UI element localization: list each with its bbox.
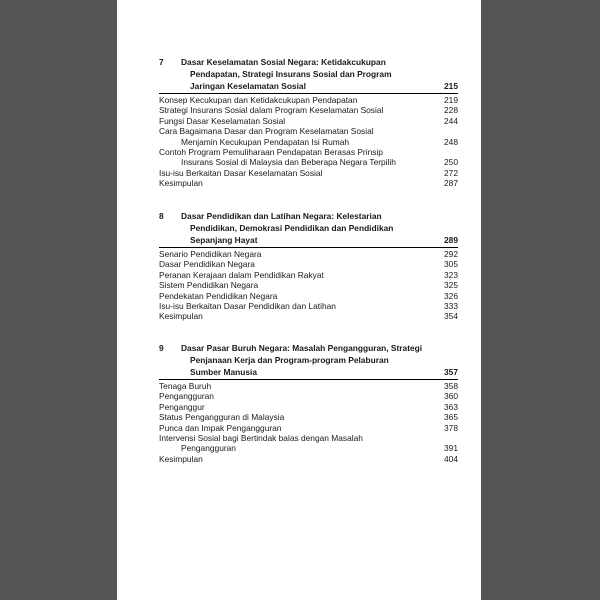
entry-page: 292: [444, 249, 458, 259]
entry-page: 378: [444, 422, 458, 433]
chapter-heading: [159, 56, 458, 92]
entry-title: Sistem Pendidikan Negara: [159, 280, 259, 291]
chapter-rule: [159, 93, 458, 94]
chapter-title-line: Sumber Manusia: [190, 367, 258, 377]
entry-page: 404: [444, 453, 458, 464]
chapter-8: [159, 210, 458, 322]
entry-title: Peranan Kerajaan dalam Pendidikan Rakyat: [159, 269, 324, 280]
toc-entry[interactable]: [159, 433, 458, 454]
toc-entry[interactable]: [159, 270, 458, 280]
toc-entry[interactable]: [159, 105, 458, 115]
entry-page: 325: [444, 280, 458, 291]
chapter-entries: [159, 249, 458, 322]
chapter-title-line: Pendapatan, Strategi Insurans Sosial dan Program: [190, 69, 392, 79]
chapter-rule: [159, 379, 458, 380]
entry-title: Pendekatan Pendidikan Negara: [159, 290, 278, 301]
toc-entry[interactable]: [159, 168, 458, 178]
entry-title-continued: Insurans Sosial di Malaysia dan Beberapa Negara Terpilih: [181, 157, 396, 168]
chapter-title-line: Pendidikan, Demokrasi Pendidikan dan Pendidikan: [190, 223, 394, 233]
chapter-heading: [159, 210, 458, 246]
entry-title: Kesimpulan: [159, 178, 203, 189]
chapter-entries: [159, 381, 458, 464]
toc-entry[interactable]: [159, 391, 458, 401]
entry-page: 358: [444, 381, 458, 391]
entry-title: Dasar Pendidikan Negara: [159, 259, 255, 270]
entry-page: 244: [444, 115, 458, 126]
chapter-page-number: 357: [444, 367, 458, 377]
chapter-number: 9: [159, 343, 164, 353]
entry-page: 248: [444, 136, 458, 147]
entry-page: 363: [444, 401, 458, 412]
toc-entry[interactable]: [159, 178, 458, 188]
toc-entry[interactable]: [159, 259, 458, 269]
toc-entry[interactable]: [159, 423, 458, 433]
entry-title: Konsep Kecukupan dan Ketidakcukupan Pendapatan: [159, 95, 358, 105]
chapter-7: [159, 56, 458, 189]
toc-entry[interactable]: [159, 95, 458, 105]
entry-title: Pengangguran: [159, 391, 214, 402]
chapter-title-line: Dasar Pendidikan dan Latihan Negara: Kelestarian: [181, 211, 382, 221]
entry-page: 326: [444, 290, 458, 301]
entry-page: 354: [444, 311, 458, 322]
toc-entry[interactable]: [159, 301, 458, 311]
chapter-page-number: 215: [444, 81, 458, 91]
toc-entry[interactable]: [159, 291, 458, 301]
entry-page: 391: [444, 443, 458, 454]
toc-entry[interactable]: [159, 280, 458, 290]
chapter-heading: [159, 342, 458, 378]
chapter-title-line: Penjanaan Kerja dan Program-program Pelaburan: [190, 355, 389, 365]
chapter-title-line: Dasar Pasar Buruh Negara: Masalah Pengangguran, Strategi: [181, 343, 423, 353]
entry-page: 360: [444, 391, 458, 402]
chapter-entries: [159, 95, 458, 189]
entry-title-continued: Menjamin Kecukupan Pendapatan Isi Rumah: [181, 136, 350, 147]
chapter-title-line: Sepanjang Hayat: [190, 235, 258, 245]
entry-title-continued: Pengangguran: [181, 443, 236, 454]
chapter-page-number: 289: [444, 235, 458, 245]
chapter-title-line: Jaringan Keselamatan Sosial: [190, 81, 306, 91]
entry-page: 305: [444, 259, 458, 270]
entry-title: Tenaga Buruh: [159, 381, 212, 391]
toc-entry[interactable]: [159, 454, 458, 464]
entry-title: Kesimpulan: [159, 311, 203, 322]
entry-page: 323: [444, 269, 458, 280]
entry-title: Isu-isu Berkaitan Dasar Keselamatan Sosial: [159, 167, 323, 178]
entry-title: Isu-isu Berkaitan Dasar Pendidikan dan Latihan: [159, 301, 336, 312]
chapter-title-line: Dasar Keselamatan Sosial Negara: Ketidakcukupan: [181, 57, 386, 67]
entry-page: 250: [444, 157, 458, 168]
toc-entry[interactable]: [159, 116, 458, 126]
toc-entry[interactable]: [159, 402, 458, 412]
entry-title: Contoh Program Pemuliharaan Pendapatan Berasas Prinsip: [159, 147, 383, 158]
entry-page: 219: [444, 95, 458, 105]
entry-title: Kesimpulan: [159, 453, 203, 464]
entry-title: Cara Bagaimana Dasar dan Program Keselamatan Sosial: [159, 126, 374, 137]
toc-entry[interactable]: [159, 381, 458, 391]
entry-title: Senario Pendidikan Negara: [159, 249, 262, 259]
entry-page: 272: [444, 167, 458, 178]
entry-page: 228: [444, 105, 458, 116]
toc-entry[interactable]: [159, 311, 458, 321]
toc-entry[interactable]: [159, 147, 458, 168]
document-page: [117, 0, 481, 600]
chapter-number: 7: [159, 57, 164, 67]
toc-entry[interactable]: [159, 412, 458, 422]
entry-page: 333: [444, 301, 458, 312]
toc-entry[interactable]: [159, 249, 458, 259]
entry-title: Punca dan Impak Pengangguran: [159, 422, 282, 433]
toc-entry[interactable]: [159, 126, 458, 147]
entry-title: Penganggur: [159, 401, 205, 412]
entry-title: Intervensi Sosial bagi Bertindak balas dengan Masalah: [159, 433, 363, 444]
entry-title: Status Pengangguran di Malaysia: [159, 412, 285, 423]
entry-page: 365: [444, 412, 458, 423]
chapter-9: [159, 342, 458, 464]
chapter-number: 8: [159, 211, 164, 221]
entry-title: Strategi Insurans Sosial dalam Program Keselamatan Sosial: [159, 105, 384, 116]
entry-title: Fungsi Dasar Keselamatan Sosial: [159, 115, 286, 126]
chapter-rule: [159, 247, 458, 248]
entry-page: 287: [444, 178, 458, 189]
